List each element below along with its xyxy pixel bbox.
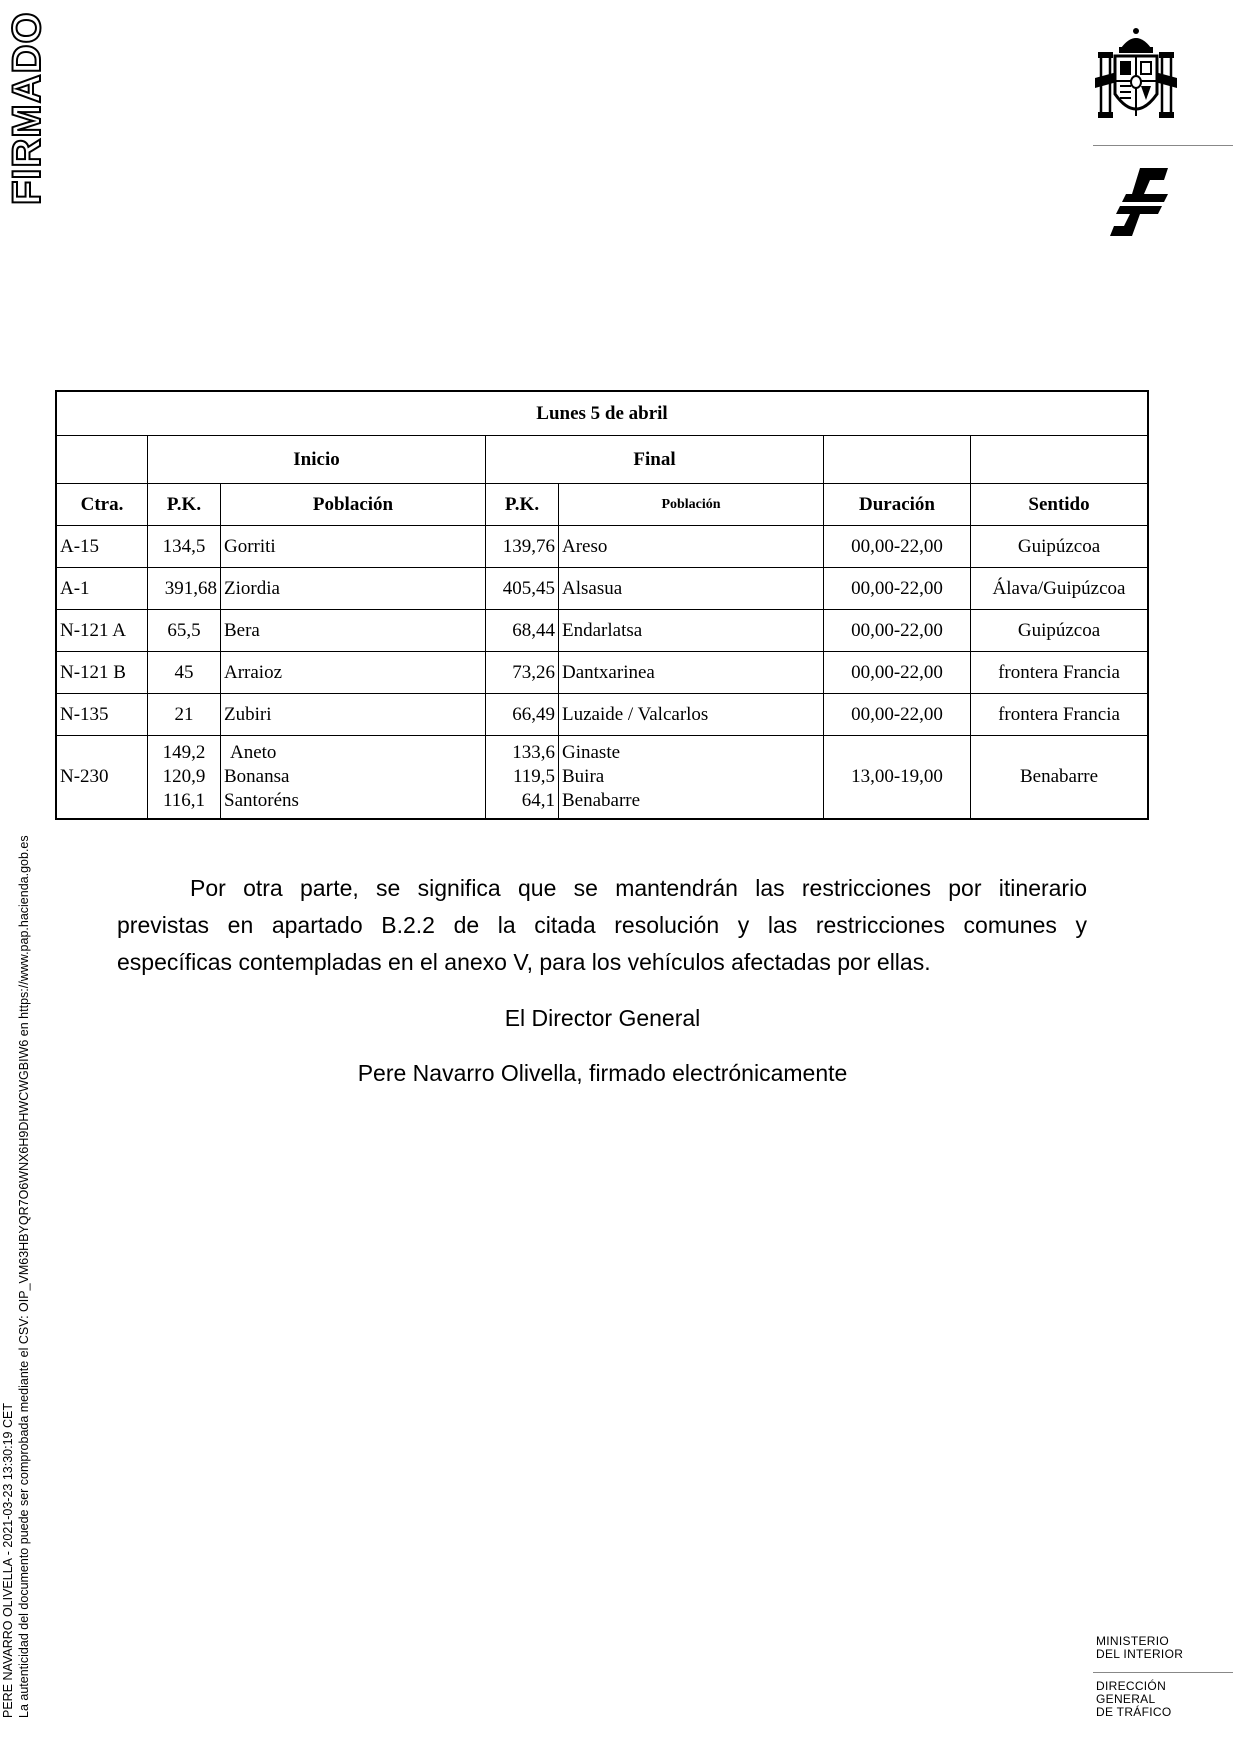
cell-town-end: Areso — [559, 526, 824, 568]
ministry-line: DEL INTERIOR — [1096, 1647, 1184, 1661]
cell-ctra: N-230 — [56, 736, 148, 820]
csv-side-note — [0, 694, 48, 1754]
ministry-label — [1096, 1635, 1183, 1661]
directorate-line: GENERAL — [1096, 1692, 1156, 1706]
side-note-signer: PERE NAVARRO OLIVELLA - 2021-03-23 13:30:19 CET — [1, 1403, 15, 1718]
signer-name: Pere Navarro Olivella, firmado electrónicamente — [357, 1060, 848, 1086]
group-empty-cell — [56, 436, 148, 484]
cell-duration: 00,00-22,00 — [824, 694, 971, 736]
pk-start-line: 116,1 — [162, 790, 206, 811]
table-row — [56, 568, 1148, 610]
dgt-logo-icon — [1110, 168, 1168, 236]
header-town-start: Población — [221, 484, 486, 526]
group-start: Inicio — [148, 436, 486, 484]
cell-direction: Benabarre — [971, 736, 1149, 820]
cell-direction: Guipúzcoa — [971, 526, 1149, 568]
paragraph-line: previstas en apartado B.2.2 de la citada resolución y las restricciones comunes y — [117, 912, 1087, 938]
cell-pk-end: 405,45 — [486, 568, 559, 610]
cell-pk-start: 134,5 — [148, 526, 221, 568]
group-empty-cell — [971, 436, 1149, 484]
cell-duration: 00,00-22,00 — [824, 652, 971, 694]
cell-town-start: Zubiri — [221, 694, 486, 736]
town-end-line: Ginaste — [562, 742, 621, 763]
group-empty-cell — [824, 436, 971, 484]
cell-pk-start: 21 — [148, 694, 221, 736]
cell-town-start-multi — [221, 736, 486, 820]
paragraph-line: Por otra parte, se significa que se mantendrán las restricciones por itinerario — [190, 875, 1087, 901]
cell-direction: Guipúzcoa — [971, 610, 1149, 652]
cell-ctra: A-15 — [56, 526, 148, 568]
cell-pk-start: 45 — [148, 652, 221, 694]
coat-of-arms-icon — [1093, 26, 1179, 126]
side-note-csv: La autenticidad del documento puede ser comprobada mediante el CSV: OIP_VM63HBYQR7O6WNX6H9DHWCWGBIW6 en https://www.pap.hacienda.gob.es — [17, 835, 31, 1718]
directorate-label — [1096, 1680, 1171, 1719]
town-end-line: Benabarre — [562, 790, 641, 811]
header-town-end: Población — [559, 484, 824, 526]
cell-ctra: N-121 B — [56, 652, 148, 694]
cell-ctra: A-1 — [56, 568, 148, 610]
cell-pk-start-multi — [148, 736, 221, 820]
header-pk-start: P.K. — [148, 484, 221, 526]
cell-town-end: Alsasua — [559, 568, 824, 610]
signer-role: El Director General — [504, 1005, 701, 1031]
cell-pk-end: 68,44 — [486, 610, 559, 652]
town-start-line: Aneto — [230, 742, 277, 763]
table-row — [56, 526, 1148, 568]
town-end-line: Buira — [562, 766, 605, 787]
cell-pk-start: 65,5 — [148, 610, 221, 652]
closure-table — [55, 390, 1149, 820]
cell-duration: 13,00-19,00 — [824, 736, 971, 820]
cell-pk-start: 391,68 — [148, 568, 221, 610]
header-pk-end: P.K. — [486, 484, 559, 526]
cell-duration: 00,00-22,00 — [824, 568, 971, 610]
cell-direction: frontera Francia — [971, 694, 1149, 736]
table-row — [56, 610, 1148, 652]
footer-divider — [1093, 1672, 1233, 1673]
cell-town-end: Endarlatsa — [559, 610, 824, 652]
cell-pk-end-multi — [486, 736, 559, 820]
table-title: Lunes 5 de abril — [56, 391, 1148, 436]
ministry-line: MINISTERIO — [1096, 1634, 1170, 1648]
pk-start-line: 120,9 — [162, 766, 206, 787]
header-divider — [1093, 145, 1233, 146]
cell-ctra: N-135 — [56, 694, 148, 736]
cell-town-end: Luzaide / Valcarlos — [559, 694, 824, 736]
cell-duration: 00,00-22,00 — [824, 526, 971, 568]
header-direction: Sentido — [971, 484, 1149, 526]
table-row — [56, 652, 1148, 694]
cell-pk-end: 139,76 — [486, 526, 559, 568]
pk-end-line: 133,6 — [512, 742, 555, 763]
cell-pk-end: 66,49 — [486, 694, 559, 736]
pk-start-line: 149,2 — [162, 742, 206, 763]
group-end: Final — [486, 436, 824, 484]
cell-pk-end: 73,26 — [486, 652, 559, 694]
pk-end-line: 64,1 — [521, 790, 555, 811]
cell-town-start: Bera — [221, 610, 486, 652]
cell-town-start: Arraioz — [221, 652, 486, 694]
cell-duration: 00,00-22,00 — [824, 610, 971, 652]
cell-direction: frontera Francia — [971, 652, 1149, 694]
town-start-line: Santoréns — [224, 790, 299, 811]
table-row — [56, 736, 1148, 820]
town-start-line: Bonansa — [224, 766, 290, 787]
pk-end-line: 119,5 — [512, 766, 555, 787]
cell-direction: Álava/Guipúzcoa — [971, 568, 1149, 610]
body-paragraph — [117, 870, 1087, 981]
cell-ctra: N-121 A — [56, 610, 148, 652]
table-row — [56, 694, 1148, 736]
cell-town-start: Gorriti — [221, 526, 486, 568]
firmado-stamp: FIRMADO — [5, 11, 49, 205]
header-duration: Duración — [824, 484, 971, 526]
paragraph-line: específicas contempladas en el anexo V, para los vehículos afectadas por ellas. — [117, 949, 931, 975]
cell-town-end: Dantxarinea — [559, 652, 824, 694]
cell-town-start: Ziordia — [221, 568, 486, 610]
directorate-line: DE TRÁFICO — [1096, 1705, 1172, 1719]
directorate-line: DIRECCIÓN — [1096, 1679, 1167, 1693]
header-ctra: Ctra. — [56, 484, 148, 526]
cell-town-end-multi — [559, 736, 824, 820]
